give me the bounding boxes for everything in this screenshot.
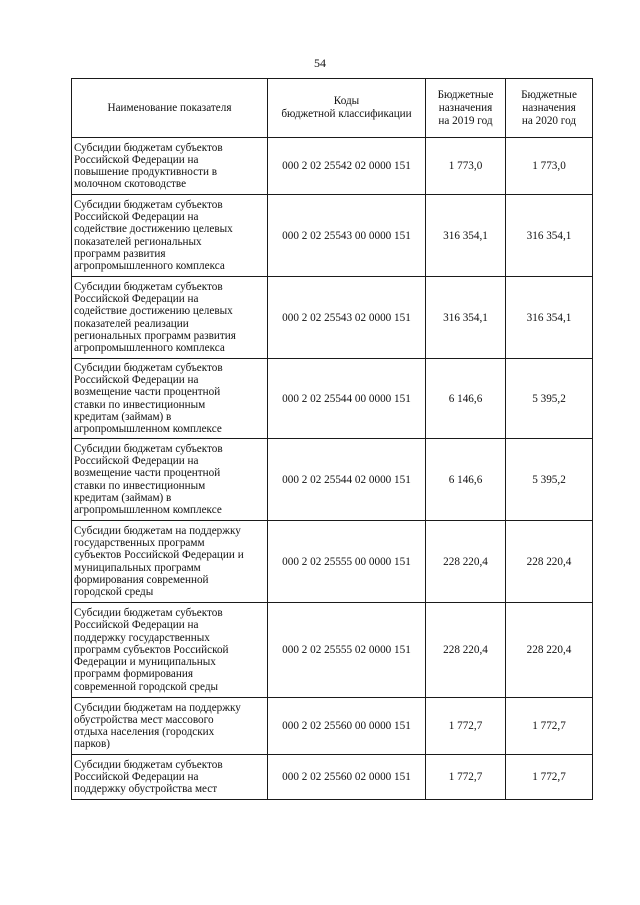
amount-2019-cell: 1 773,0 — [426, 138, 506, 195]
indicator-name-line: Российской Федерации на — [74, 211, 199, 224]
indicator-name-line: парков) — [74, 738, 111, 751]
table-row — [72, 521, 593, 603]
header-appropriations-2020 — [506, 79, 593, 138]
indicator-name-line: программ формирования — [74, 668, 194, 681]
amount-2019-cell: 6 146,6 — [426, 439, 506, 521]
indicator-name-cell — [72, 755, 268, 800]
indicator-name-line: Субсидии бюджетам субъектов — [74, 442, 223, 455]
indicator-name-line: кредитам (займам) в — [74, 410, 172, 423]
indicator-name-line: Субсидии бюджетам на поддержку — [74, 701, 241, 714]
amount-2019-cell: 228 220,4 — [426, 603, 506, 698]
amount-2019-cell: 316 354,1 — [426, 195, 506, 277]
indicator-name-line: программ развития — [74, 247, 166, 260]
amount-2020-cell: 5 395,2 — [506, 439, 593, 521]
amount-2020-cell: 316 354,1 — [506, 277, 593, 359]
amount-2019-cell: 1 772,7 — [426, 698, 506, 755]
indicator-name-line: содействие достижению целевых — [74, 223, 233, 236]
header-2020-line: на 2020 год — [521, 114, 577, 127]
indicator-name-cell — [72, 277, 268, 359]
budget-code-cell: 000 2 02 25555 00 0000 151 — [268, 521, 426, 603]
indicator-name-cell — [72, 138, 268, 195]
indicator-name-cell — [72, 439, 268, 521]
indicator-name-line: городской среды — [74, 585, 154, 598]
table-row — [72, 359, 593, 439]
header-2020-line: Бюджетные — [521, 88, 577, 101]
header-codes-line: бюджетной классификации — [281, 108, 412, 120]
indicator-name-line: Субсидии бюджетам субъектов — [74, 198, 223, 211]
indicator-name-line: Российской Федерации на — [74, 619, 199, 632]
indicator-name-line: молочном скотоводстве — [74, 178, 187, 191]
header-2019-line: Бюджетные — [437, 88, 494, 101]
table-header-row — [72, 79, 593, 138]
amount-2020-cell: 228 220,4 — [506, 603, 593, 698]
indicator-name-line: Субсидии бюджетам субъектов — [74, 758, 223, 771]
header-codes-line: Коды — [333, 95, 360, 107]
indicator-name-line: показателей региональных — [74, 235, 202, 248]
amount-2020-cell: 5 395,2 — [506, 359, 593, 439]
indicator-name-line: возмещение части процентной — [74, 467, 221, 480]
header-appropriations-2019 — [426, 79, 506, 138]
amount-2019-cell: 6 146,6 — [426, 359, 506, 439]
indicator-name-line: кредитам (займам) в — [74, 491, 172, 504]
budget-code-cell: 000 2 02 25544 00 0000 151 — [268, 359, 426, 439]
indicator-name-cell — [72, 195, 268, 277]
amount-2020-cell: 1 773,0 — [506, 138, 593, 195]
budget-code-cell: 000 2 02 25555 02 0000 151 — [268, 603, 426, 698]
indicator-name-line: Субсидии бюджетам субъектов — [74, 280, 223, 293]
budget-code-cell: 000 2 02 25543 00 0000 151 — [268, 195, 426, 277]
amount-2019-cell: 316 354,1 — [426, 277, 506, 359]
budget-code-cell: 000 2 02 25542 02 0000 151 — [268, 138, 426, 195]
table-row — [72, 195, 593, 277]
indicator-name-line: содействие достижению целевых — [74, 305, 233, 318]
indicator-name-line: государственных программ — [74, 537, 205, 550]
budget-code-cell: 000 2 02 25560 02 0000 151 — [268, 755, 426, 800]
amount-2019-cell: 228 220,4 — [426, 521, 506, 603]
amount-2020-cell: 1 772,7 — [506, 755, 593, 800]
budget-code-cell: 000 2 02 25543 02 0000 151 — [268, 277, 426, 359]
table-row — [72, 439, 593, 521]
header-indicator-name-text: Наименование показателя — [107, 101, 232, 114]
amount-2020-cell: 316 354,1 — [506, 195, 593, 277]
table-row — [72, 138, 593, 195]
indicator-name-line: формирования современной — [74, 573, 209, 586]
indicator-name-cell — [72, 359, 268, 439]
indicator-name-cell — [72, 603, 268, 698]
indicator-name-cell — [72, 698, 268, 755]
indicator-name-line: современной городской среды — [74, 680, 219, 693]
table-row — [72, 277, 593, 359]
indicator-name-line: региональных программ развития — [74, 329, 236, 342]
indicator-name-line: поддержку государственных — [74, 631, 210, 644]
amount-2020-cell: 1 772,7 — [506, 698, 593, 755]
header-2020-line: назначения — [522, 101, 576, 114]
indicator-name-line: возмещение части процентной — [74, 386, 221, 399]
table-row — [72, 755, 593, 800]
indicator-name-line: муниципальных программ — [74, 561, 201, 574]
budget-code-cell: 000 2 02 25560 00 0000 151 — [268, 698, 426, 755]
header-indicator-name — [72, 79, 268, 138]
indicator-name-line: Российской Федерации на — [74, 455, 199, 468]
indicator-name-line: Российской Федерации на — [74, 770, 199, 783]
indicator-name-line: Российской Федерации на — [74, 293, 199, 306]
table-row — [72, 603, 593, 698]
indicator-name-line: Федерации и муниципальных — [74, 656, 216, 669]
indicator-name-line: Субсидии бюджетам субъектов — [74, 607, 223, 620]
page-number: 54 — [314, 56, 326, 70]
header-budget-codes — [268, 79, 426, 138]
indicator-name-line: агропромышленного комплекса — [74, 341, 225, 354]
indicator-name-line: субъектов Российской Федерации и — [74, 549, 244, 562]
indicator-name-line: показателей реализации — [74, 317, 189, 330]
indicator-name-line: агропромышленного комплекса — [74, 259, 225, 272]
indicator-name-cell — [72, 521, 268, 603]
indicator-name-line: Субсидии бюджетам субъектов — [74, 141, 223, 154]
budget-code-cell: 000 2 02 25544 02 0000 151 — [268, 439, 426, 521]
indicator-name-line: Российской Федерации на — [74, 374, 199, 387]
amount-2019-cell: 1 772,7 — [426, 755, 506, 800]
header-2019-line: назначения — [438, 101, 493, 114]
indicator-name-line: отдыха населения (городских — [74, 726, 215, 738]
indicator-name-line: программ субъектов Российской — [74, 643, 229, 656]
indicator-name-line: Субсидии бюджетам субъектов — [74, 361, 223, 374]
indicator-name-line: Субсидии бюджетам на поддержку — [74, 524, 241, 537]
indicator-name-line: ставки по инвестиционным — [74, 398, 206, 411]
indicator-name-line: Российской Федерации на — [74, 153, 199, 166]
table-row — [72, 698, 593, 755]
indicator-name-line: агропромышленном комплексе — [74, 503, 222, 516]
budget-table — [71, 78, 593, 800]
indicator-name-line: повышение продуктивности в — [74, 166, 218, 178]
table-body — [72, 138, 593, 800]
header-2019-line: на 2019 год — [438, 114, 493, 127]
indicator-name-line: ставки по инвестиционным — [74, 479, 206, 492]
indicator-name-line: обустройства мест массового — [74, 713, 214, 726]
indicator-name-line: поддержку обустройства мест — [74, 783, 218, 796]
indicator-name-line: агропромышленном комплексе — [74, 422, 222, 435]
amount-2020-cell: 228 220,4 — [506, 521, 593, 603]
